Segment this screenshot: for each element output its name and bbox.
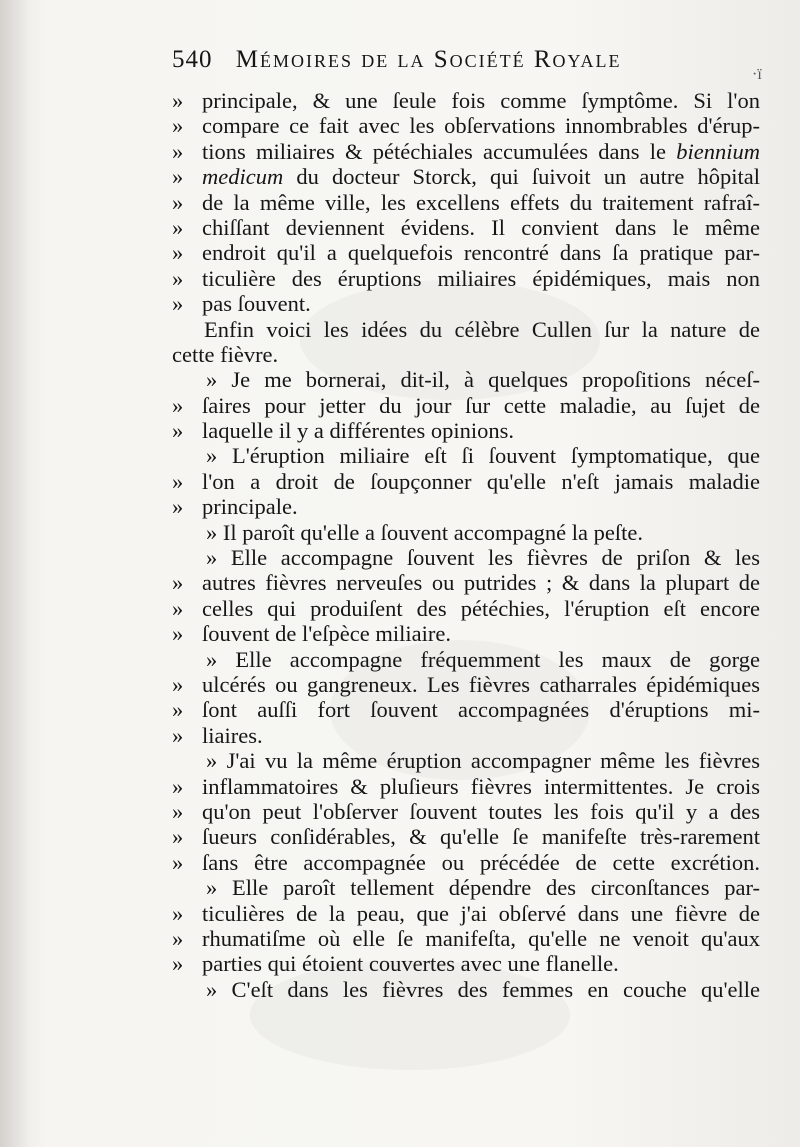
line-text: » Elle accompagne ſouvent les fièvres de priſon & les: [206, 545, 760, 571]
line-text: rhumatiſme où elle ſe manifeſta, qu'elle ne venoit qu'aux: [202, 925, 760, 951]
text-line: [170, 418, 760, 443]
text-line: [170, 443, 760, 468]
quote-mark: »: [172, 697, 184, 723]
quote-mark: »: [172, 240, 184, 266]
line-text: cette fièvre.: [172, 341, 279, 367]
text-line: [170, 317, 760, 342]
text-line: [170, 951, 760, 976]
quote-mark: »: [172, 214, 184, 240]
quote-mark: »: [172, 468, 184, 494]
text-line: [170, 672, 760, 697]
quote-mark: »: [172, 418, 184, 444]
latin-title-word: biennium: [676, 138, 760, 164]
quote-mark: »: [172, 392, 184, 418]
quote-mark: »: [172, 113, 184, 139]
quote-mark: »: [172, 570, 184, 596]
text-line: [170, 596, 760, 621]
text-line: [170, 748, 760, 773]
line-text: » J'ai vu la même éruption accompagner même les fièvres: [206, 748, 760, 774]
quote-mark: »: [172, 189, 184, 215]
line-text: l'on a droit de ſoupçonner qu'elle n'eſt jamais maladie: [202, 468, 760, 494]
line-text: laquelle il y a différentes opinions.: [202, 418, 515, 444]
text-line: [170, 647, 760, 672]
latin-title-word: medicum: [202, 164, 284, 190]
text-line: [170, 469, 760, 494]
text-line: [170, 977, 760, 1002]
line-text: parties qui étoient couvertes avec une flanelle.: [202, 951, 619, 977]
text-line: [170, 240, 760, 265]
quote-mark: »: [172, 925, 184, 951]
page-header: [172, 46, 732, 86]
quote-mark: »: [172, 138, 184, 164]
quote-mark: »: [172, 722, 184, 748]
line-text: ticulière des éruptions miliaires épidémiques, mais non: [202, 265, 760, 291]
line-text: qu'on peut l'obſerver ſouvent toutes les fois qu'il y a des: [202, 798, 760, 824]
quote-mark: »: [172, 900, 184, 926]
line-text: medicum du docteur Storck, qui ſuivoit un autre hôpital: [202, 164, 760, 190]
quote-mark: »: [172, 88, 184, 113]
line-text: autres fièvres nerveuſes ou putrides ; & dans la plupart de: [202, 570, 760, 596]
line-text: » Il paroît qu'elle a ſouvent accompagné la peſte.: [206, 519, 644, 545]
quote-mark: »: [172, 671, 184, 697]
line-text: ticulières de la peau, que j'ai obſervé dans une fièvre de: [202, 900, 760, 926]
quote-mark: »: [172, 849, 184, 875]
text-line: [170, 164, 760, 189]
text-line: [170, 926, 760, 951]
text-line: [170, 494, 760, 519]
text-line: [170, 190, 760, 215]
running-title: Mémoires de la Société Royale: [235, 46, 622, 73]
page-gutter-shadow: [0, 0, 30, 1147]
text-line: [170, 342, 760, 367]
text-line: [170, 621, 760, 646]
page-number: 540: [172, 46, 213, 73]
line-text: » L'éruption miliaire eſt ſi ſouvent ſymptomatique, que: [206, 443, 760, 469]
text-line: [170, 824, 760, 849]
text-line: [170, 545, 760, 570]
line-text: » Elle paroît tellement dépendre des circonſtances par-: [206, 875, 760, 901]
line-text: » C'eſt dans les fièvres des femmes en couche qu'elle: [206, 976, 760, 1002]
line-text: chiſſant deviennent évidens. Il convient dans le même: [202, 214, 760, 240]
text-line: [170, 88, 760, 113]
text-line: [170, 799, 760, 824]
line-text: ſouvent de l'eſpèce miliaire.: [202, 621, 451, 647]
text-line: [170, 901, 760, 926]
line-text: inflammatoires & pluſieurs fièvres intermittentes. Je crois: [202, 773, 760, 799]
line-text: pas ſouvent.: [202, 291, 311, 317]
quote-mark: »: [172, 595, 184, 621]
text-line: [170, 774, 760, 799]
line-text: Enfin voici les idées du célèbre Cullen ſur la nature de: [204, 316, 760, 342]
text-line: [170, 139, 760, 164]
text-line: [170, 723, 760, 748]
text-line: [170, 291, 760, 316]
printers-mark: ·ï: [752, 66, 762, 83]
text-line: [170, 850, 760, 875]
text-line: [170, 113, 760, 138]
line-text: ſans être accompagnée ou précédée de cette excrétion.: [202, 849, 760, 875]
line-text: ulcérés ou gangreneux. Les fièvres catharrales épidémiques: [202, 671, 760, 697]
line-text: principale, & une ſeule fois comme ſymptôme. Si l'on: [202, 88, 760, 113]
body-text: [170, 88, 760, 1002]
quote-mark: »: [172, 164, 184, 190]
line-text: » Elle accompagne fréquemment les maux de gorge: [206, 646, 760, 672]
text-line: [170, 215, 760, 240]
line-text: compare ce fait avec les obſervations innombrables d'érup-: [202, 113, 760, 139]
quote-mark: »: [172, 494, 184, 520]
line-text: de la même ville, les excellens effets du traitement rafraî-: [202, 189, 760, 215]
quote-mark: »: [172, 773, 184, 799]
text-line: [170, 520, 760, 545]
line-text: liaires.: [202, 722, 263, 748]
line-text: ſaires pour jetter du jour ſur cette maladie, au ſujet de: [202, 392, 760, 418]
line-text: ſont auſſi fort ſouvent accompagnées d'éruptions mi-: [202, 697, 760, 723]
quote-mark: »: [172, 291, 184, 317]
line-text: ſueurs conſidérables, & qu'elle ſe manifeſte très-rarement: [202, 824, 760, 850]
line-text: tions miliaires & pétéchiales accumulées dans le biennium: [202, 138, 760, 164]
text-line: [170, 393, 760, 418]
quote-mark: »: [172, 824, 184, 850]
quote-mark: »: [172, 951, 184, 977]
text-line: [170, 697, 760, 722]
quote-mark: »: [172, 621, 184, 647]
quote-mark: »: [172, 265, 184, 291]
line-text: celles qui produiſent des pétéchies, l'éruption eſt encore: [202, 595, 760, 621]
text-line: [170, 367, 760, 392]
line-text: » Je me bornerai, dit-il, à quelques propoſitions néceſ-: [206, 367, 760, 393]
quote-mark: »: [172, 798, 184, 824]
line-text: endroit qu'il a quelquefois rencontré dans ſa pratique par-: [202, 240, 760, 266]
text-line: [170, 875, 760, 900]
text-line: [170, 266, 760, 291]
text-line: [170, 570, 760, 595]
line-text: principale.: [202, 494, 298, 520]
